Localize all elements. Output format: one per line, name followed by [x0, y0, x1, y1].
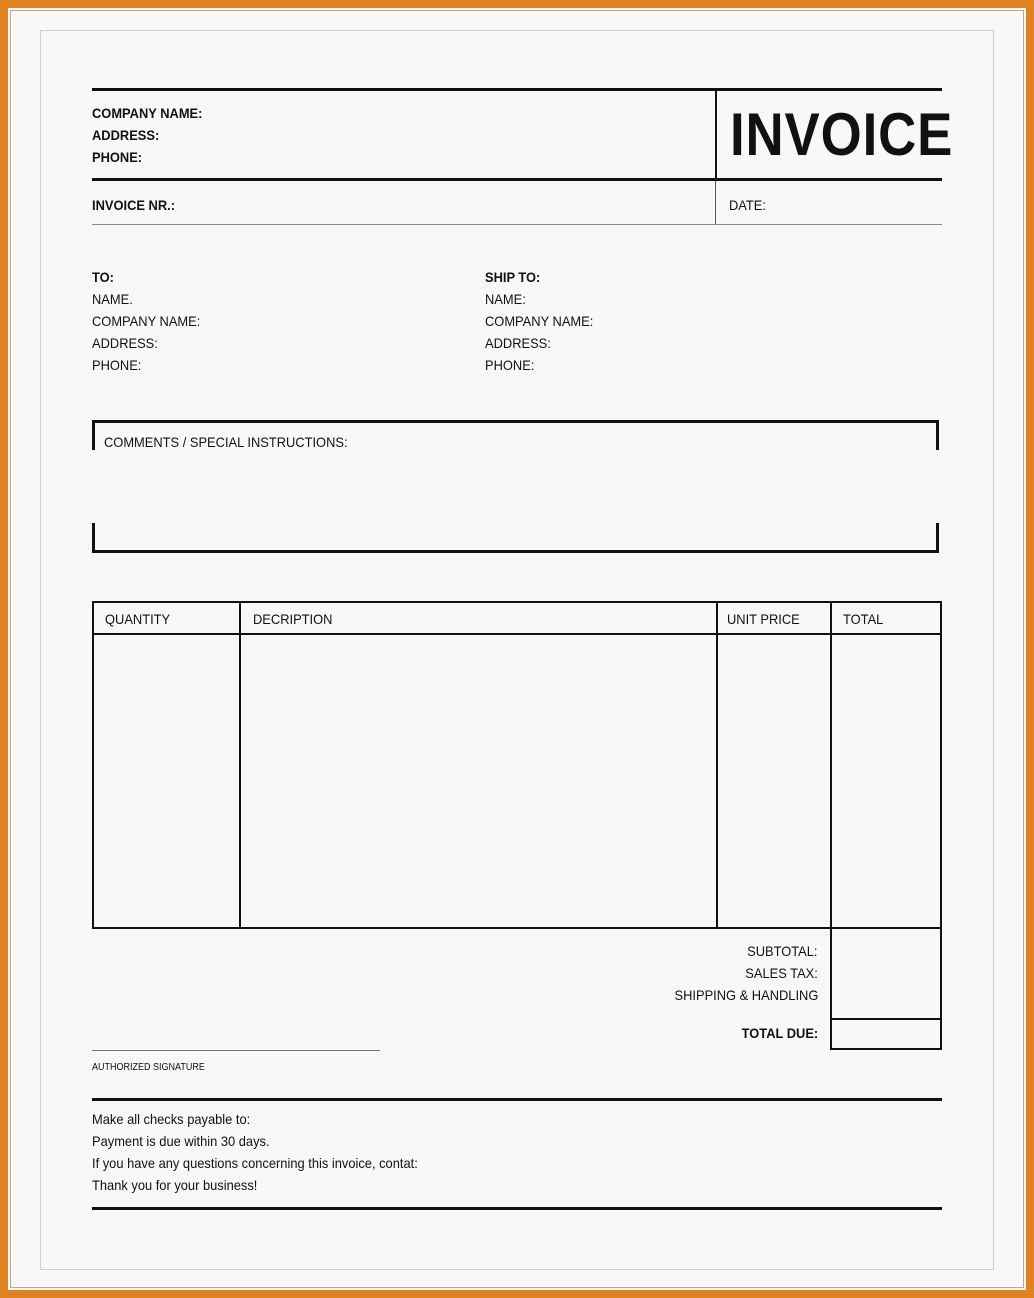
footer-bottom-rule: [92, 1207, 942, 1210]
header-top-rule: [92, 88, 942, 91]
company-name-label: COMPANY NAME:: [92, 105, 203, 121]
sales-tax-label: SALES TAX:: [745, 965, 818, 981]
column-header-quantity: QUANTITY: [105, 611, 171, 627]
table-col-divider-2: [716, 601, 718, 929]
subtotal-label: SUBTOTAL:: [747, 943, 818, 959]
company-address-label: ADDRESS:: [92, 127, 160, 143]
company-info: [92, 102, 202, 168]
column-header-total: TOTAL: [843, 611, 884, 627]
to-phone: PHONE:: [92, 357, 142, 373]
bill-to-block: [92, 266, 200, 376]
to-company: COMPANY NAME:: [92, 313, 201, 329]
ship-to-phone: PHONE:: [485, 357, 535, 373]
column-header-unit-price: UNIT PRICE: [727, 611, 800, 627]
table-col-divider-1: [239, 601, 241, 929]
ship-to-heading: SHIP TO:: [485, 269, 541, 285]
footer-line: Thank you for your business!: [92, 1177, 258, 1193]
signature-line: [92, 1050, 380, 1051]
ship-to-block: [485, 266, 593, 376]
column-header-description: DECRIPTION: [253, 611, 333, 627]
footer-line: Make all checks payable to:: [92, 1111, 251, 1127]
invoice-title: INVOICE: [730, 101, 954, 168]
to-name: NAME.: [92, 291, 133, 307]
header-divider: [715, 91, 717, 178]
header-bottom-rule: [92, 178, 942, 181]
ship-to-name: NAME:: [485, 291, 526, 307]
date-label: DATE:: [729, 197, 766, 213]
to-heading: TO:: [92, 269, 114, 285]
footer-line: Payment is due within 30 days.: [92, 1133, 270, 1149]
ship-to-company: COMPANY NAME:: [485, 313, 594, 329]
footer-notes: [92, 1108, 418, 1196]
meta-divider: [715, 181, 716, 224]
table-col-divider-3: [830, 601, 832, 929]
total-due-rule: [830, 1018, 942, 1020]
signature-label: AUTHORIZED SIGNATURE: [92, 1062, 205, 1073]
shipping-label: SHIPPING & HANDLING: [674, 987, 818, 1003]
comments-label: COMMENTS / SPECIAL INSTRUCTIONS:: [104, 434, 348, 450]
ship-to-address: ADDRESS:: [485, 335, 551, 351]
to-address: ADDRESS:: [92, 335, 158, 351]
totals-box: [830, 927, 942, 1050]
company-phone-label: PHONE:: [92, 149, 143, 165]
footer-top-rule: [92, 1098, 942, 1101]
table-header-rule: [92, 633, 942, 635]
meta-rule: [92, 224, 942, 225]
items-table: [92, 601, 942, 929]
total-due-label: TOTAL DUE:: [741, 1025, 818, 1041]
footer-line: If you have any questions concerning this invoice, contat:: [92, 1155, 418, 1171]
invoice-nr-label: INVOICE NR.:: [92, 197, 176, 213]
